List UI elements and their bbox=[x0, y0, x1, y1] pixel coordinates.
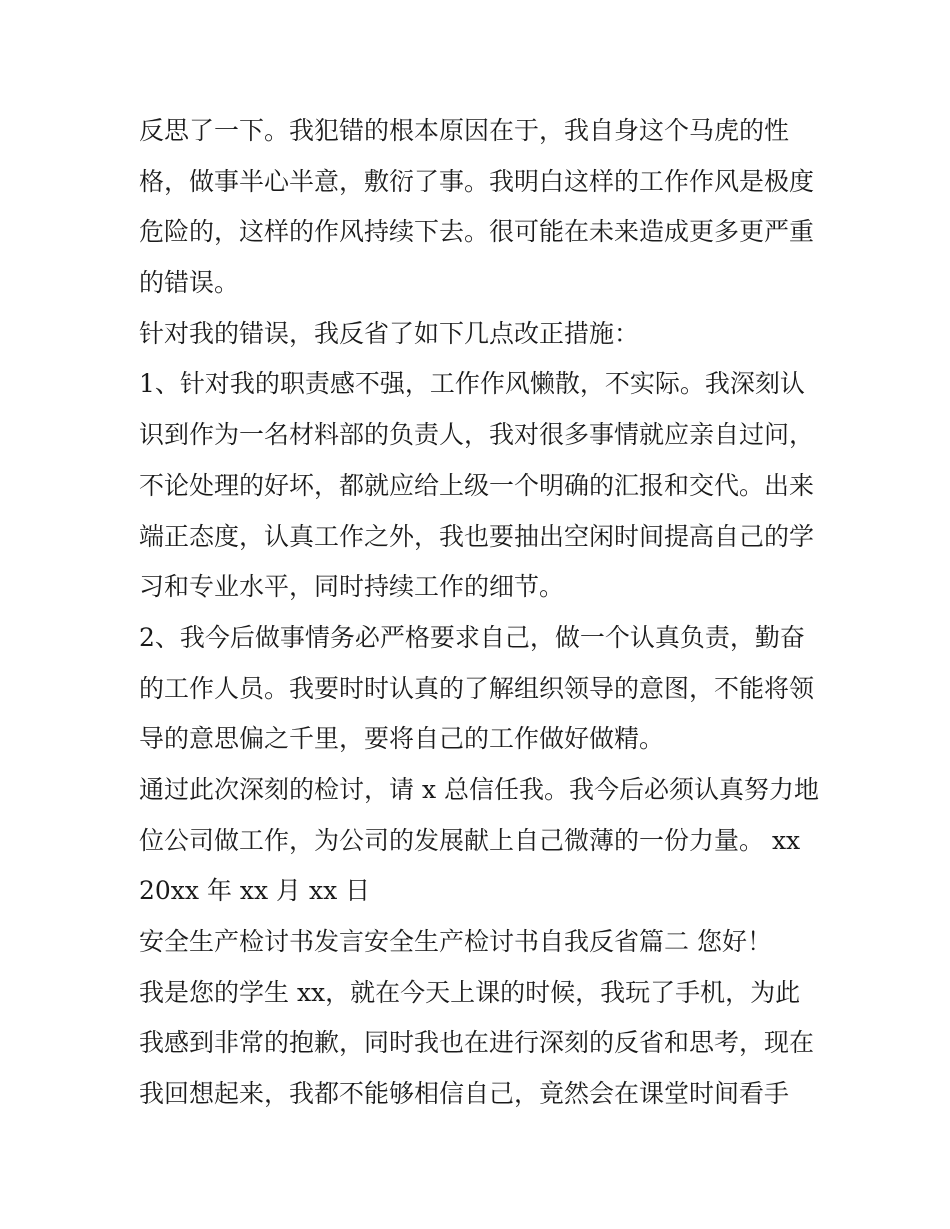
text-line: 反思了一下。我犯错的根本原因在于，我自身这个马虎的性 bbox=[139, 116, 790, 145]
text-line: 端正态度，认真工作之外，我也要抽出空闲时间提高自己的学 bbox=[139, 521, 815, 551]
text-line: 位公司做工作，为公司的发展献上自己微薄的一份力量。 xx bbox=[139, 825, 801, 855]
text-line: 不论处理的好坏，都就应给上级一个明确的汇报和交代。出来 bbox=[139, 470, 815, 500]
text-line: 导的意思偏之千里，要将自己的工作做好做精。 bbox=[139, 724, 665, 754]
text-line: 我感到非常的抱歉，同时我也在进行深刻的反省和思考，现在 bbox=[139, 1028, 815, 1058]
text-line: 我回想起来，我都不能够相信自己，竟然会在课堂时间看手 bbox=[139, 1079, 790, 1109]
text-line: 针对我的错误，我反省了如下几点改正措施： bbox=[139, 318, 640, 348]
text-line: 识到作为一名材料部的负责人，我对很多事情就应亲自过问， bbox=[139, 420, 815, 450]
text-line: 2、我今后做事情务必严格要求自己，做一个认真负责，勤奋 bbox=[139, 622, 805, 652]
text-line: 通过此次深刻的检讨，请 x 总信任我。我今后必须认真努力地 bbox=[139, 774, 819, 804]
document-body bbox=[139, 106, 819, 1120]
text-line: 习和专业水平，同时持续工作的细节。 bbox=[139, 572, 565, 602]
text-line: 我是您的学生 xx，就在今天上课的时候，我玩了手机，为此 bbox=[139, 977, 801, 1007]
section-heading: 安全生产检讨书发言安全生产检讨书自我反省篇二 您好！ bbox=[139, 927, 772, 956]
text-line: 的工作人员。我要时时认真的了解组织领导的意图，不能将领 bbox=[139, 673, 815, 703]
date-line: 20xx 年 xx 月 xx 日 bbox=[139, 876, 371, 906]
text-line: 1、针对我的职责感不强，工作作风懒散，不实际。我深刻认 bbox=[139, 369, 805, 399]
text-line: 的错误。 bbox=[139, 268, 240, 298]
text-line: 格，做事半心半意，敷衍了事。我明白这样的工作作风是极度 bbox=[139, 166, 815, 196]
text-line: 危险的，这样的作风持续下去。很可能在未来造成更多更严重 bbox=[139, 217, 815, 247]
